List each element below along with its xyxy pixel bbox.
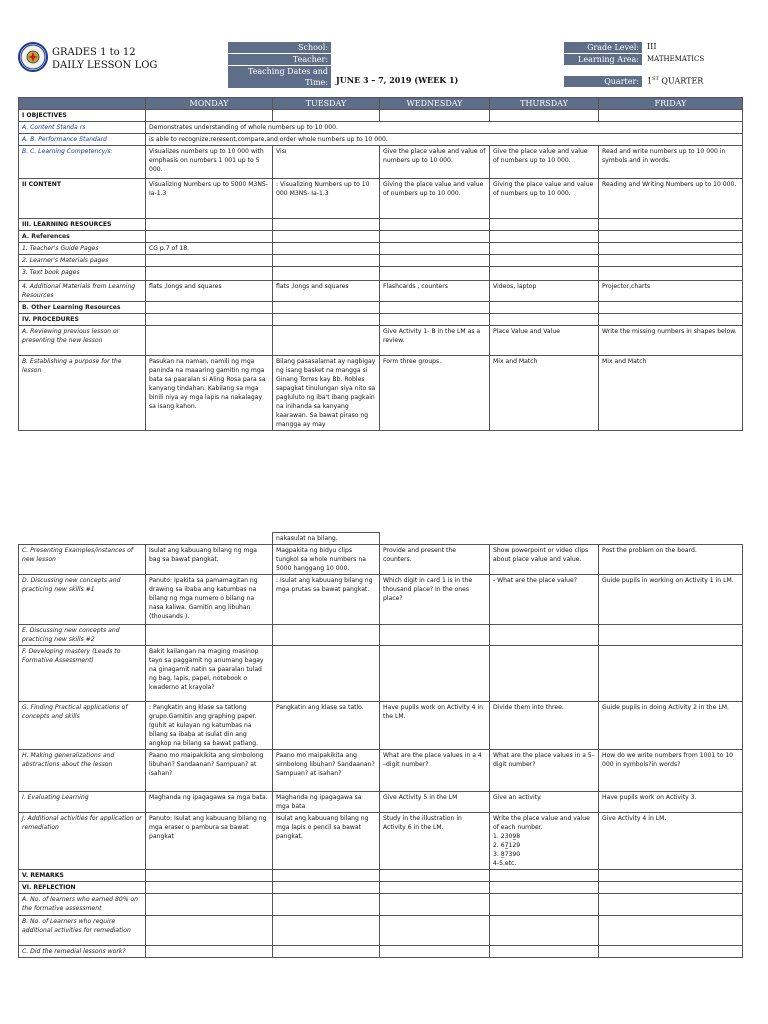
row-label-2-learner-s-materials-pages: 2. Learner's Materials pages — [19, 255, 146, 267]
cell-monday: flats ,longs and squares — [146, 281, 273, 302]
cell-friday: Write the missing numbers in shapes below. — [599, 326, 743, 356]
cell-tuesday — [273, 625, 380, 646]
cell-monday — [146, 231, 273, 243]
cell-wednesday — [380, 625, 490, 646]
cell-friday — [599, 231, 743, 243]
row-label-c-did-the-remedial-lessons-work: C. Did the remedial lessons work? — [19, 946, 146, 958]
cell-tuesday — [273, 646, 380, 702]
table-row — [19, 646, 743, 702]
table-row — [19, 946, 743, 958]
cell-friday — [599, 646, 743, 702]
cell-tuesday — [273, 946, 380, 958]
cell-tuesday — [273, 870, 380, 882]
cell-wednesday — [380, 219, 490, 231]
cell-wednesday: What are the place values in a 4 –digit number? — [380, 750, 490, 792]
cell-friday: Post the problem on the board. — [599, 545, 743, 575]
table-row — [19, 146, 743, 179]
table-row — [19, 231, 743, 243]
row-label-a-no-of-learners-who-earned-80-on-the-fo: A. No. of learners who earned 80% on the formative assessment — [19, 894, 146, 916]
cell-monday — [146, 870, 273, 882]
cell-friday — [599, 946, 743, 958]
cell-wednesday — [380, 267, 490, 281]
page-2-body — [19, 533, 743, 958]
cell-thursday — [490, 894, 599, 916]
dates-label-line-2: Time: — [305, 78, 328, 87]
cell-wednesday: Give Activity 5 in the LM — [380, 792, 490, 813]
cell-wednesday — [380, 916, 490, 946]
cell-monday — [146, 302, 273, 314]
cell-thursday — [490, 243, 599, 255]
row-label-a-references: A. References — [19, 231, 146, 243]
cell-tuesday — [273, 882, 380, 894]
cell-friday — [599, 314, 743, 326]
table-row — [19, 255, 743, 267]
cell-monday: Pasukan na naman, namili ng mga paninda na maaaring gamitin ng mga bata sa paaralan si Aling Rosa para sa kanyang tindahan. Kabilang sa mga binili niya ay mga lapis na nakalagay sa isang kahon. — [146, 356, 273, 431]
cell-thursday: Show powerpoint or video clips about place value and value. — [490, 545, 599, 575]
table-row — [19, 750, 743, 792]
cell-thursday: Giving the place value and value of numbers up to 10 000. — [490, 179, 599, 219]
cell-wednesday: Have pupils work on Activity 4 in the LM. — [380, 702, 490, 750]
cell-monday — [146, 314, 273, 326]
table-row — [19, 314, 743, 326]
cell-thursday: Videos, laptop — [490, 281, 599, 302]
cell-monday — [146, 219, 273, 231]
cell-thursday — [490, 946, 599, 958]
cell-tuesday: Paano mo maipakikita ang simbolong libuhan? Sandaanan? Sampuan? at isahan? — [273, 750, 380, 792]
day-header-tuesday: TUESDAY — [273, 98, 380, 110]
table-row — [19, 243, 743, 255]
table-row — [19, 792, 743, 813]
row-label-a-reviewing-previous-lesson-or-presentin: A. Reviewing previous lesson or presenting the new lesson — [19, 326, 146, 356]
learning-area-value: MATHEMATICS — [647, 55, 705, 63]
cell-monday — [146, 255, 273, 267]
quarter-suffix: ST — [652, 76, 659, 82]
cell-wednesday — [380, 110, 490, 122]
cell-wednesday — [380, 314, 490, 326]
cell-friday: Give Activity 4 in LM. — [599, 813, 743, 870]
table-row — [19, 545, 743, 575]
day-header-thursday: THURSDAY — [490, 98, 599, 110]
cell-wednesday — [380, 894, 490, 916]
row-label-i-evaluating-learning: I. Evaluating Learning — [19, 792, 146, 813]
cell-wednesday — [380, 646, 490, 702]
dates-label-line-1: Teaching Dates and — [247, 67, 328, 76]
cell-friday: Guide pupils in working on Activity 1 in LM. — [599, 575, 743, 625]
cell-tuesday: Magpakita ng bidyu clips tungkol sa whole numbers na 5000 hanggang 10 000. — [273, 545, 380, 575]
row-label-a-b-performance-standard: A. B. Performance Standard — [19, 134, 146, 146]
quarter-label: Quarter: — [564, 76, 642, 87]
row-label-iii-learning-resources: III. LEARNING RESOURCES — [19, 219, 146, 231]
school-label: School: — [228, 42, 331, 53]
cell-friday — [599, 916, 743, 946]
cell-wednesday — [380, 243, 490, 255]
row-label-i-objectives: I OBJECTIVES — [19, 110, 146, 122]
day-header-monday: MONDAY — [146, 98, 273, 110]
cell-wednesday — [380, 302, 490, 314]
dates-label — [228, 66, 331, 88]
cell-friday: Mix and Match — [599, 356, 743, 431]
cell-monday — [146, 326, 273, 356]
cell-monday: Bakit kailangan na maging masinop tayo sa paggamit ng anumang bagay na ginagamit natin sa paaralan tulad ng bag, lapis, papel, notebook o kwaderno at krayola? — [146, 646, 273, 702]
row-value-span: Demonstrates understanding of whole numbers up to 10 000. — [146, 122, 743, 134]
row-label-h-making-generalizations-and-abstraction: H. Making generalizations and abstractions about the lesson — [19, 750, 146, 792]
corner-header — [19, 98, 146, 110]
cell-thursday — [490, 219, 599, 231]
row-label-d-discussing-new-concepts-and-practicing: D. Discussing new concepts and practicing new skills #1 — [19, 575, 146, 625]
cell-thursday — [490, 267, 599, 281]
cell-friday: Projector,charts — [599, 281, 743, 302]
cell-tuesday: Visı — [273, 146, 380, 179]
cell-monday: : Pangkatin ang klase sa tatlong grupo.Gamitin ang graphing paper. Iguhit at kulayan ng katumbas na bilang sa ibaba at isulat din ang angkop na bilang sa bawat patlang. — [146, 702, 273, 750]
row-label-iv-procedures: IV. PROCEDURES — [19, 314, 146, 326]
cell-monday: Visualizes numbers up to 10 000 with emphasis on numbers 1 001 up to 5 000. — [146, 146, 273, 179]
cell-monday — [146, 916, 273, 946]
cell-thursday: - What are the place value? — [490, 575, 599, 625]
cell-tuesday: Bilang pasasalamat ay nagbigay ng isang basket na mangga si Ginang Torres kay Bb. Robles sapagkat tinulungan siya nito sa pagluluto ng iba't ibang pagkain na inihanda sa kanyang kaarawan. Sa bawat piraso ng mangga ay may — [273, 356, 380, 431]
cell-thursday: Place Value and Value — [490, 326, 599, 356]
cell-thursday: Mix and Match — [490, 356, 599, 431]
cell-tuesday — [273, 255, 380, 267]
grade-level-label: Grade Level: — [564, 42, 642, 53]
deped-seal-icon — [18, 42, 48, 72]
cell-thursday — [490, 231, 599, 243]
cell-thursday — [490, 916, 599, 946]
cell-tuesday: flats ,longs and squares — [273, 281, 380, 302]
cell-wednesday — [380, 255, 490, 267]
table-row — [19, 326, 743, 356]
cell-friday — [599, 267, 743, 281]
cell-tuesday — [273, 231, 380, 243]
table-row — [19, 625, 743, 646]
cell-monday — [146, 110, 273, 122]
cell-friday — [599, 243, 743, 255]
cell-tuesday — [273, 267, 380, 281]
cell-monday — [146, 946, 273, 958]
cell-tuesday — [273, 243, 380, 255]
cell-monday: Isulat ang kabuuang bilang ng mga bag sa bawat pangkat. — [146, 545, 273, 575]
cell-tuesday: Maghanda ng ipagagawa sa mga bata — [273, 792, 380, 813]
cell-thursday: Give an activity. — [490, 792, 599, 813]
cell-thursday — [490, 314, 599, 326]
row-label-e-discussing-new-concepts-and-practicing: E. Discussing new concepts and practicing new skills #2 — [19, 625, 146, 646]
cell-tuesday: Pangkatin ang klase sa tatlo. — [273, 702, 380, 750]
table-row — [19, 575, 743, 625]
table-row — [19, 110, 743, 122]
cell-friday — [599, 625, 743, 646]
cell-wednesday: Flashcards , counters — [380, 281, 490, 302]
cell-friday: Reading and Writing Numbers up to 10 000. — [599, 179, 743, 219]
cell-tuesday — [273, 219, 380, 231]
cell-thursday — [490, 870, 599, 882]
table-row — [19, 219, 743, 231]
row-label-b-no-of-learners-who-require-additional-: B. No. of Learners who require additional activities for remediation — [19, 916, 146, 946]
cell-wednesday — [380, 946, 490, 958]
cell-wednesday: Which digit in card 1 is in the thousand place? In the ones place? — [380, 575, 490, 625]
cell-wednesday: Provide and present the counters. — [380, 545, 490, 575]
grade-level-value: III — [647, 42, 657, 51]
row-value-span: is able to recognize,reresent,compare,and order whole numbers up to 10 000. — [146, 134, 743, 146]
cell-thursday — [490, 255, 599, 267]
cell-monday: Maghanda ng ipagagawa sa mga bata. — [146, 792, 273, 813]
table-row — [19, 882, 743, 894]
cell-wednesday: Form three groups. — [380, 356, 490, 431]
cell-friday — [599, 894, 743, 916]
cell-monday: CG p.7 of 18. — [146, 243, 273, 255]
cell-friday — [599, 882, 743, 894]
row-label-a-content-standa-rs: A. Content Standa rs — [19, 122, 146, 134]
row-label-vi-reflection: VI. REFLECTION — [19, 882, 146, 894]
quarter-number: 1 — [647, 76, 653, 86]
cell-friday — [599, 870, 743, 882]
cell-friday: How do we write numbers from 1001 to 10 000 in symbols?in words? — [599, 750, 743, 792]
cell-monday: Panuto: Ipakita sa pamamagitan ng drawing sa ibaba ang katumbas na bilang ng mga numero o bilang na nasa kaliwa. Gamitin ang libuhan (thousands ). — [146, 575, 273, 625]
cell-thursday — [490, 646, 599, 702]
row-label-b-other-learning-resources: B. Other Learning Resources — [19, 302, 146, 314]
row-label-3-text-book-pages: 3. Text book pages — [19, 267, 146, 281]
dates-value: JUNE 3 – 7, 2019 (WEEK 1) — [336, 75, 459, 85]
table-row — [19, 134, 743, 146]
quarter-value — [647, 76, 703, 86]
cell-friday — [599, 255, 743, 267]
page-title — [52, 46, 157, 72]
cell-tuesday: : Visualizing Numbers up to 10 000 M3NS- Ia-1.3 — [273, 179, 380, 219]
cell-tuesday — [273, 916, 380, 946]
cell-thursday — [490, 882, 599, 894]
table-row — [19, 122, 743, 134]
cell-tuesday — [273, 314, 380, 326]
title-line-1: GRADES 1 to 12 — [52, 47, 136, 58]
lesson-log-table-page-1 — [18, 97, 743, 431]
table-row — [19, 267, 743, 281]
row-label-j-additional-activities-for-application-: J. Additional activities for application or remediation — [19, 813, 146, 870]
row-label-v-remarks: V. REMARKS — [19, 870, 146, 882]
row-label-b-establishing-a-purpose-for-the-lesson: B. Establishing a purpose for the lesson — [19, 356, 146, 431]
cell-monday — [146, 882, 273, 894]
cell-friday: Read and write numbers up to 10 000 in symbols and in words. — [599, 146, 743, 179]
title-line-2: DAILY LESSON LOG — [52, 60, 158, 71]
row-label-ii-content: II CONTENT — [19, 179, 146, 219]
learning-area-label: Learning Area: — [564, 54, 642, 65]
cell-monday: Paano mo maipakikita ang simbolong libuhan? Sandaanan? Sampuan? at isahan? — [146, 750, 273, 792]
cell-tuesday — [273, 110, 380, 122]
cell-thursday: Write the place value and value of each number. 1. 2309̲8 2. 67̲129 3. 8̲7390 4-5.etc. — [490, 813, 599, 870]
cell-friday: Guide pupils in doing Activity 2 in the LM. — [599, 702, 743, 750]
cell-monday: Visualizing Numbers up to 5000 M3NS- Ia-1.3 — [146, 179, 273, 219]
cell-friday — [599, 110, 743, 122]
lesson-log-table-page-2 — [18, 532, 743, 958]
table-row — [19, 702, 743, 750]
table-row — [19, 894, 743, 916]
cell-thursday — [490, 110, 599, 122]
table-row — [19, 916, 743, 946]
cell-wednesday: Study in the illustration in Activity 6 in the LM. — [380, 813, 490, 870]
row-label-f-developing-mastery-leads-to-formative-: F. Developing mastery (Leads to Formative Assessment) — [19, 646, 146, 702]
table-row — [19, 356, 743, 431]
day-header-wednesday: WEDNESDAY — [380, 98, 490, 110]
cell-wednesday: Giving the place value and value of numbers up to 10 000. — [380, 179, 490, 219]
cell-monday — [146, 894, 273, 916]
cell-thursday: What are the place values in a 5–digit number? — [490, 750, 599, 792]
cell-friday — [599, 302, 743, 314]
cell-wednesday — [380, 882, 490, 894]
continuation-row — [19, 533, 743, 545]
table-row — [19, 813, 743, 870]
cell-tuesday — [273, 302, 380, 314]
cell-monday — [146, 625, 273, 646]
table-row — [19, 302, 743, 314]
row-label-4-additional-materials-from-learning-res: 4. Additional Materials from Learning Resources — [19, 281, 146, 302]
cell-friday — [599, 219, 743, 231]
cell-friday: Have pupils work on Activity 3. — [599, 792, 743, 813]
cell-monday — [146, 267, 273, 281]
page-1-body — [19, 110, 743, 431]
row-label-g-finding-practical-applications-of-conc: G. Finding Practical applications of concepts and skills — [19, 702, 146, 750]
table-row — [19, 179, 743, 219]
teacher-label: Teacher: — [228, 54, 331, 65]
cell-thursday: Give the place value and value of numbers up to 10 000. — [490, 146, 599, 179]
cell-thursday: Divide them into three. — [490, 702, 599, 750]
cell-tuesday — [273, 894, 380, 916]
row-label-b-c-learning-competency-s: B. C. Learning Competency/s: — [19, 146, 146, 179]
continuation-text: nakasulat na bilang. — [273, 533, 380, 545]
cell-thursday — [490, 625, 599, 646]
quarter-text: QUARTER — [658, 76, 704, 86]
cell-wednesday — [380, 870, 490, 882]
cell-tuesday: Isulat ang kabuuang bilang ng mga lapis o pencil sa bawat pangkat. — [273, 813, 380, 870]
cell-thursday — [490, 302, 599, 314]
table-row — [19, 281, 743, 302]
day-header-row — [19, 98, 743, 110]
row-label-1-teacher-s-guide-pages: 1. Teacher's Guide Pages — [19, 243, 146, 255]
cell-tuesday: : Isulat ang kabuuang bilang ng mga prutas sa bawat pangkat. — [273, 575, 380, 625]
cell-tuesday — [273, 326, 380, 356]
cell-wednesday: Give the place value and value of numbers up to 10 000. — [380, 146, 490, 179]
cell-monday: Panuto: Isulat ang kabuuang bilang ng mga eraser o pambura sa bawat pangkat — [146, 813, 273, 870]
day-header-friday: FRIDAY — [599, 98, 743, 110]
row-label-c-presenting-examples-instances-of-new-l: C. Presenting Examples/instances of new lesson — [19, 545, 146, 575]
table-row — [19, 870, 743, 882]
cell-wednesday — [380, 231, 490, 243]
cell-wednesday: Give Activity 1- B in the LM as a review. — [380, 326, 490, 356]
